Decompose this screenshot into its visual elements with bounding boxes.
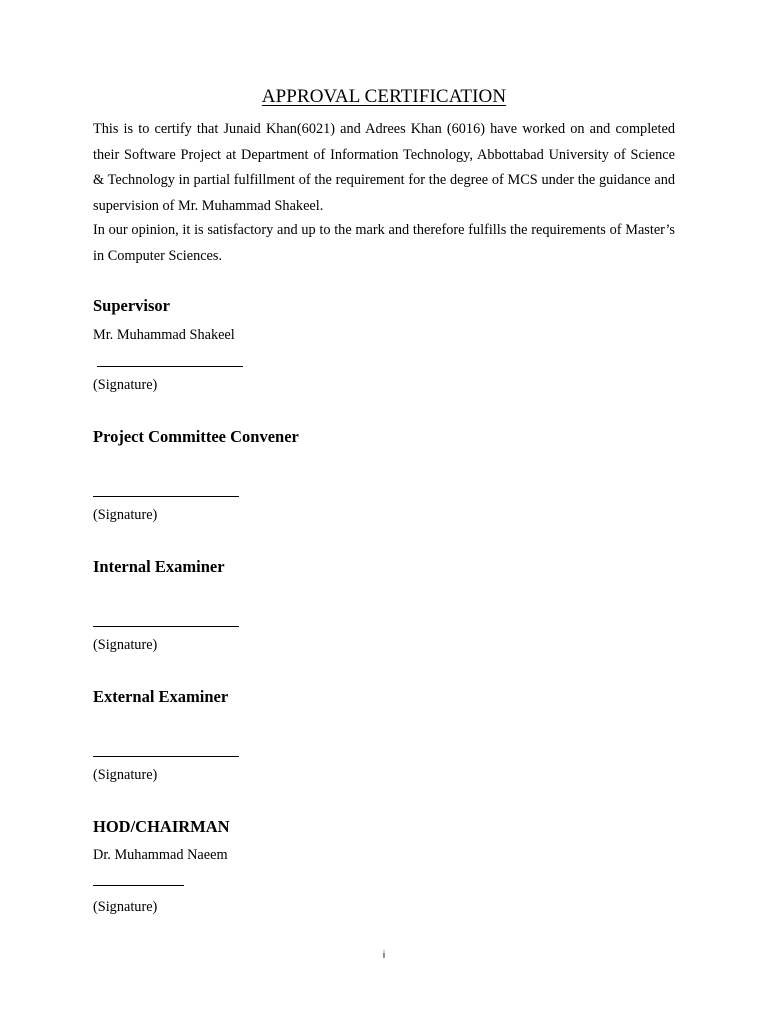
page-title: APPROVAL CERTIFICATION bbox=[261, 86, 507, 107]
signature-label: (Signature) bbox=[93, 377, 158, 393]
signatory-name: Dr. Muhammad Naeem bbox=[93, 847, 228, 863]
section-heading: HOD/CHAIRMAN bbox=[93, 817, 230, 836]
page-number: i bbox=[382, 950, 386, 961]
signature-line bbox=[93, 885, 184, 886]
signature-line bbox=[93, 496, 239, 497]
signature-label: (Signature) bbox=[93, 507, 158, 523]
signature-label: (Signature) bbox=[93, 767, 158, 783]
certification-paragraph: This is to certify that Junaid Khan(6021) and Adrees Khan (6016) have worked on and completed their Software Project at Department of Information Technology, Abbottabad University of Science & Technology in partial fulfillment of the requirement for the degree of MCS under the guidance and supervision of Mr. Muhammad Shakeel. bbox=[93, 121, 675, 214]
section-heading: Project Committee Convener bbox=[93, 427, 299, 446]
signatory-name: Mr. Muhammad Shakeel bbox=[93, 327, 235, 343]
section-heading: Internal Examiner bbox=[93, 557, 225, 576]
section-heading: External Examiner bbox=[93, 687, 229, 706]
signature-label: (Signature) bbox=[93, 637, 158, 653]
signature-line bbox=[97, 366, 243, 367]
signature-line bbox=[93, 756, 239, 757]
section-heading: Supervisor bbox=[93, 296, 171, 315]
signature-line bbox=[93, 626, 239, 627]
opinion-paragraph: In our opinion, it is satisfactory and up to the mark and therefore fulfills the requirements of Master’s in Computer Sciences. bbox=[93, 222, 675, 264]
signature-label: (Signature) bbox=[93, 899, 158, 915]
